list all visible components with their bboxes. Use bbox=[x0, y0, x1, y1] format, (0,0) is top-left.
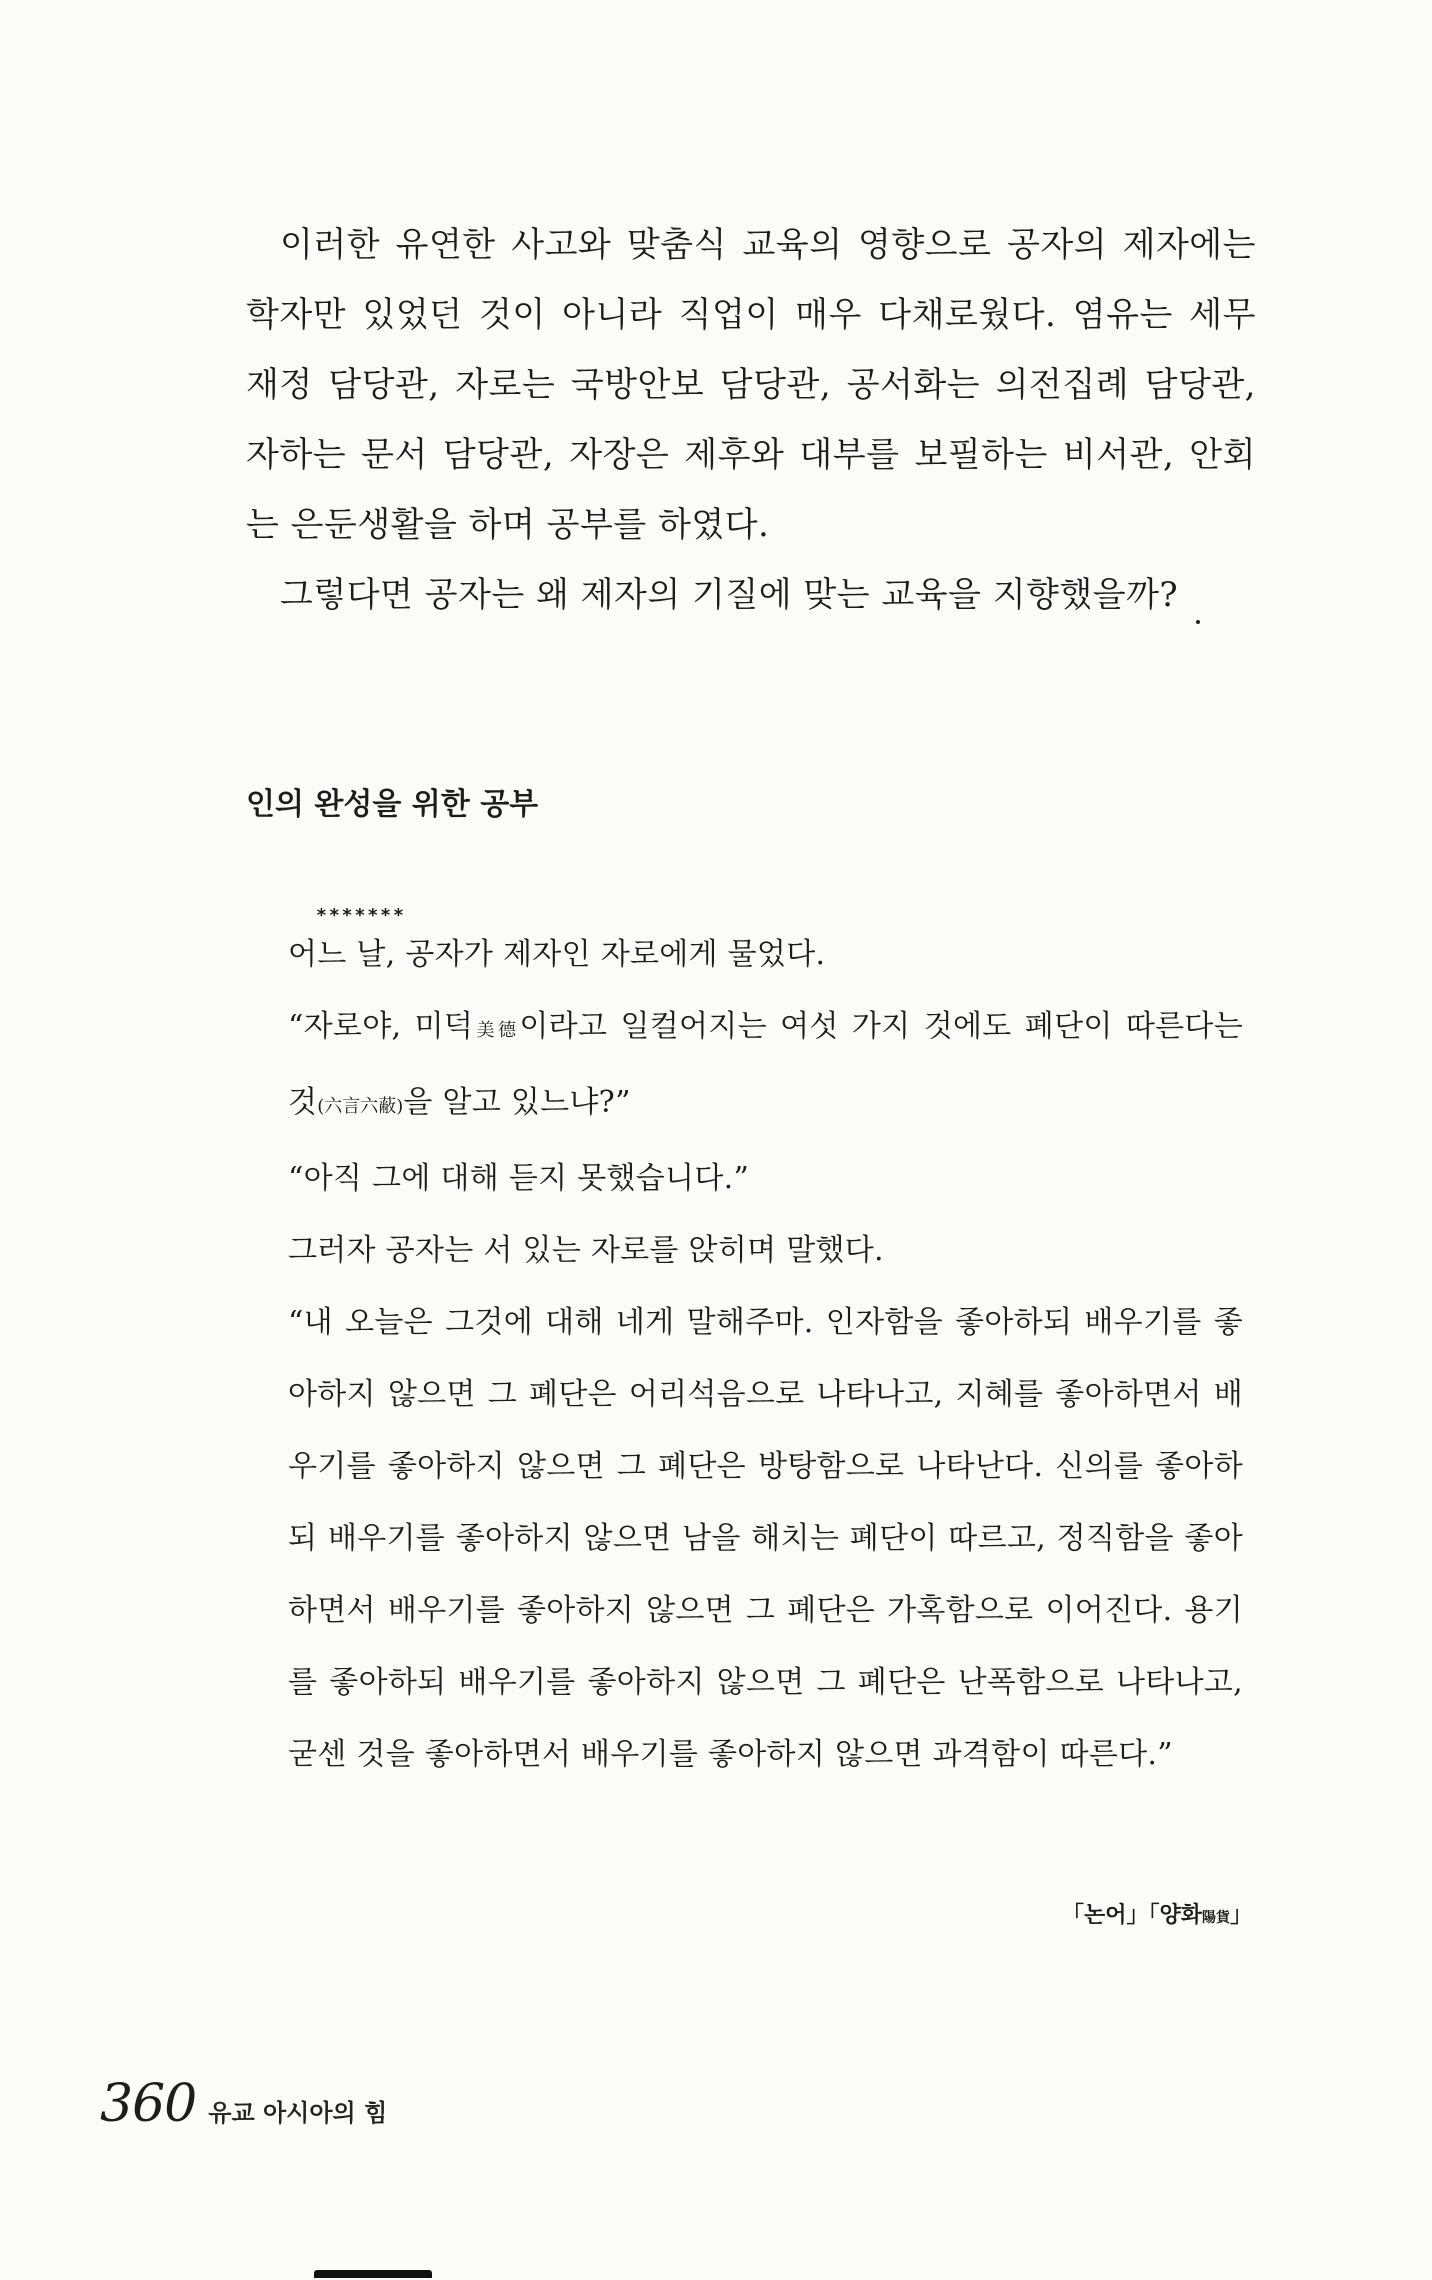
intro-question: 그렇다면 공자는 왜 제자의 기질에 맞는 교육을 지향했을까? bbox=[280, 575, 1179, 615]
source-chapter-hanja: 陽貨 bbox=[1201, 1910, 1230, 1926]
page-footer bbox=[100, 2074, 387, 2134]
quote-line-3: “아직 그에 대해 듣지 못했습니다.” bbox=[288, 1161, 750, 1196]
quote-line-2 bbox=[288, 991, 1243, 1143]
quote-line-2-end: 을 알고 있느냐?” bbox=[403, 1085, 631, 1120]
quote-line-5: “내 오늘은 그것에 대해 네게 말해주마. 인자함을 좋아하되 배우기를 좋아하지 않으면 그 폐단은 어리석음으로 나타나고, 지혜를 좋아하면서 배우기를 좋아하지 않으면 그 폐단은 방탕함으로 나타난다. 신의를 좋아하되 배우기를 좋아하지 않으면 남을 해치는 폐단이 따르고, 정직함을 좋아하면서 배우기를 좋아하지 않으면 그 폐단은 가혹함으로 이어진다. 용기를 좋아하되 배우기를 좋아하지 않으면 그 폐단은 난폭함으로 나타나고, 굳센 것을 좋아하면서 배우기를 좋아하지 않으면 과격함이 따른다.” bbox=[288, 1305, 1243, 1772]
intro-text bbox=[246, 210, 1256, 630]
bottom-edge-mark bbox=[314, 2270, 432, 2278]
source-chapter-end: 」 bbox=[1229, 1903, 1252, 1928]
book-title: 유교 아시아의 힘 bbox=[208, 2099, 388, 2127]
source-chapter: 「양화 bbox=[1148, 1903, 1202, 1928]
quote-line-4: 그러자 공자는 서 있는 자로를 앉히며 말했다. bbox=[288, 1233, 884, 1268]
page-number: 360 bbox=[100, 2074, 197, 2134]
intro-paragraph-1: 이러한 유연한 사고와 맞춤식 교육의 영향으로 공자의 제자에는 학자만 있었던 것이 아니라 직업이 매우 다채로웠다. 염유는 세무 재정 담당관, 자로는 국방안보 담당관, 공서화는 의전집례 담당관, 자하는 문서 담당관, 자장은 제후와 대부를 보필하는 비서관, 안회는 은둔생활을 하며 공부를 하였다. bbox=[246, 225, 1256, 545]
ink-mark bbox=[1196, 620, 1200, 624]
intro-paragraph-2 bbox=[246, 560, 1256, 630]
section-title: 인의 완성을 위한 공부 bbox=[246, 787, 539, 822]
section-marker: ******* bbox=[316, 905, 406, 926]
quote-line-2-middle: 이라고 일컬어지는 여섯 가지 것에도 폐단이 따른다는 것 bbox=[288, 1009, 1243, 1120]
source-citation bbox=[1062, 1898, 1252, 1929]
quote-block bbox=[288, 919, 1243, 1791]
source-book: 「논어」 bbox=[1061, 1903, 1149, 1928]
quote-line-2-start: “자로야, 미덕 bbox=[288, 1009, 474, 1044]
hanja-note-2: (六言六蔽) bbox=[317, 1096, 404, 1117]
quote-line-1: 어느 날, 공자가 제자인 자로에게 물었다. bbox=[288, 937, 826, 972]
hanja-note: 美德 bbox=[473, 1020, 520, 1041]
